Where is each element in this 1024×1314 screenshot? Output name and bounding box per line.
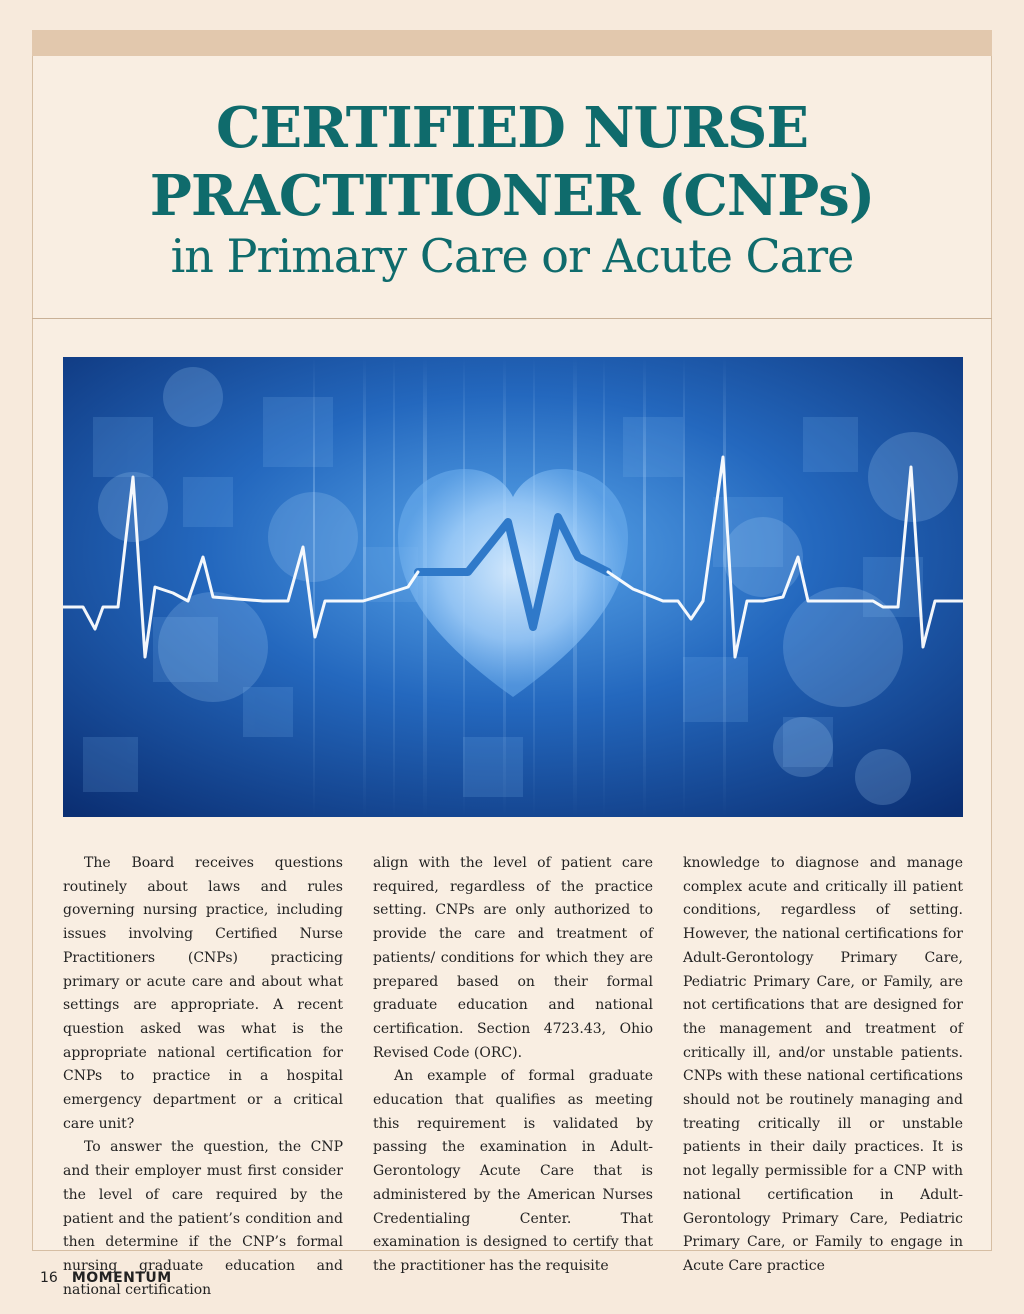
paragraph: knowledge to diagnose and manage complex acute and critically ill patient conditions, regardless of setting. However, the national certifications for Adult-Gerontology Primary Care, Pediatric Primary Care, or Family, are not certifications that are designed for the management and treatment of critically ill, and/or unstable patients. CNPs with these national certifications should not be routinely managing and treating critically ill or unstable patients in their daily practices. It is not legally permissible for a CNP with national certification in Adult-Gerontology Primary Care, Pediatric Primary Care, or Family to engage in Acute Care practice: [683, 855, 963, 1274]
top-color-band: [32, 30, 992, 56]
header-divider: [32, 318, 992, 319]
article-header: [32, 56, 992, 318]
paragraph: align with the level of patient care required, regardless of the practice setting. CNPs are only authorized to provide the care and treatment of patients/ conditions for which they are prepared based on their formal graduate education and national certification. Section 4723.43, Ohio Revised Code (ORC).: [373, 855, 653, 1061]
body-column-2: [373, 852, 653, 1279]
title-line-1: CERTIFIED NURSE: [215, 95, 809, 161]
heartbeat-heart-icon: [63, 357, 963, 817]
title-line-2: PRACTITIONER (CNPs): [149, 163, 875, 229]
publication-name: MOMENTUM: [71, 1270, 172, 1286]
body-column-3: [683, 852, 963, 1279]
paragraph: The Board receives questions routinely about laws and rules governing nursing practice, including issues involving Certified Nurse Practitioners (CNPs) practicing primary or acute care and about what settings are appropriate. A recent question asked was what is the appropriate national certification for CNPs to practice in a hospital emergency department or a critical care unit?: [63, 855, 343, 1132]
hero-image: [63, 357, 963, 817]
body-column-1: [63, 852, 343, 1302]
paragraph: To answer the question, the CNP and their employer must first consider the level of care required by the patient and the patient’s condition and then determine if the CNP’s formal nursing graduate education and national certification: [63, 1139, 343, 1298]
subtitle: in Primary Care or Acute Care: [170, 229, 854, 283]
paragraph: An example of formal graduate education that qualifies as meeting this requirement is validated by passing the examination in Adult-Gerontology Acute Care that is administered by the American Nurses Credentialing Center. That examination is designed to certify that the practitioner has the requisite: [373, 1068, 653, 1274]
page-footer: [40, 1268, 172, 1288]
page-number: 16: [40, 1270, 58, 1286]
